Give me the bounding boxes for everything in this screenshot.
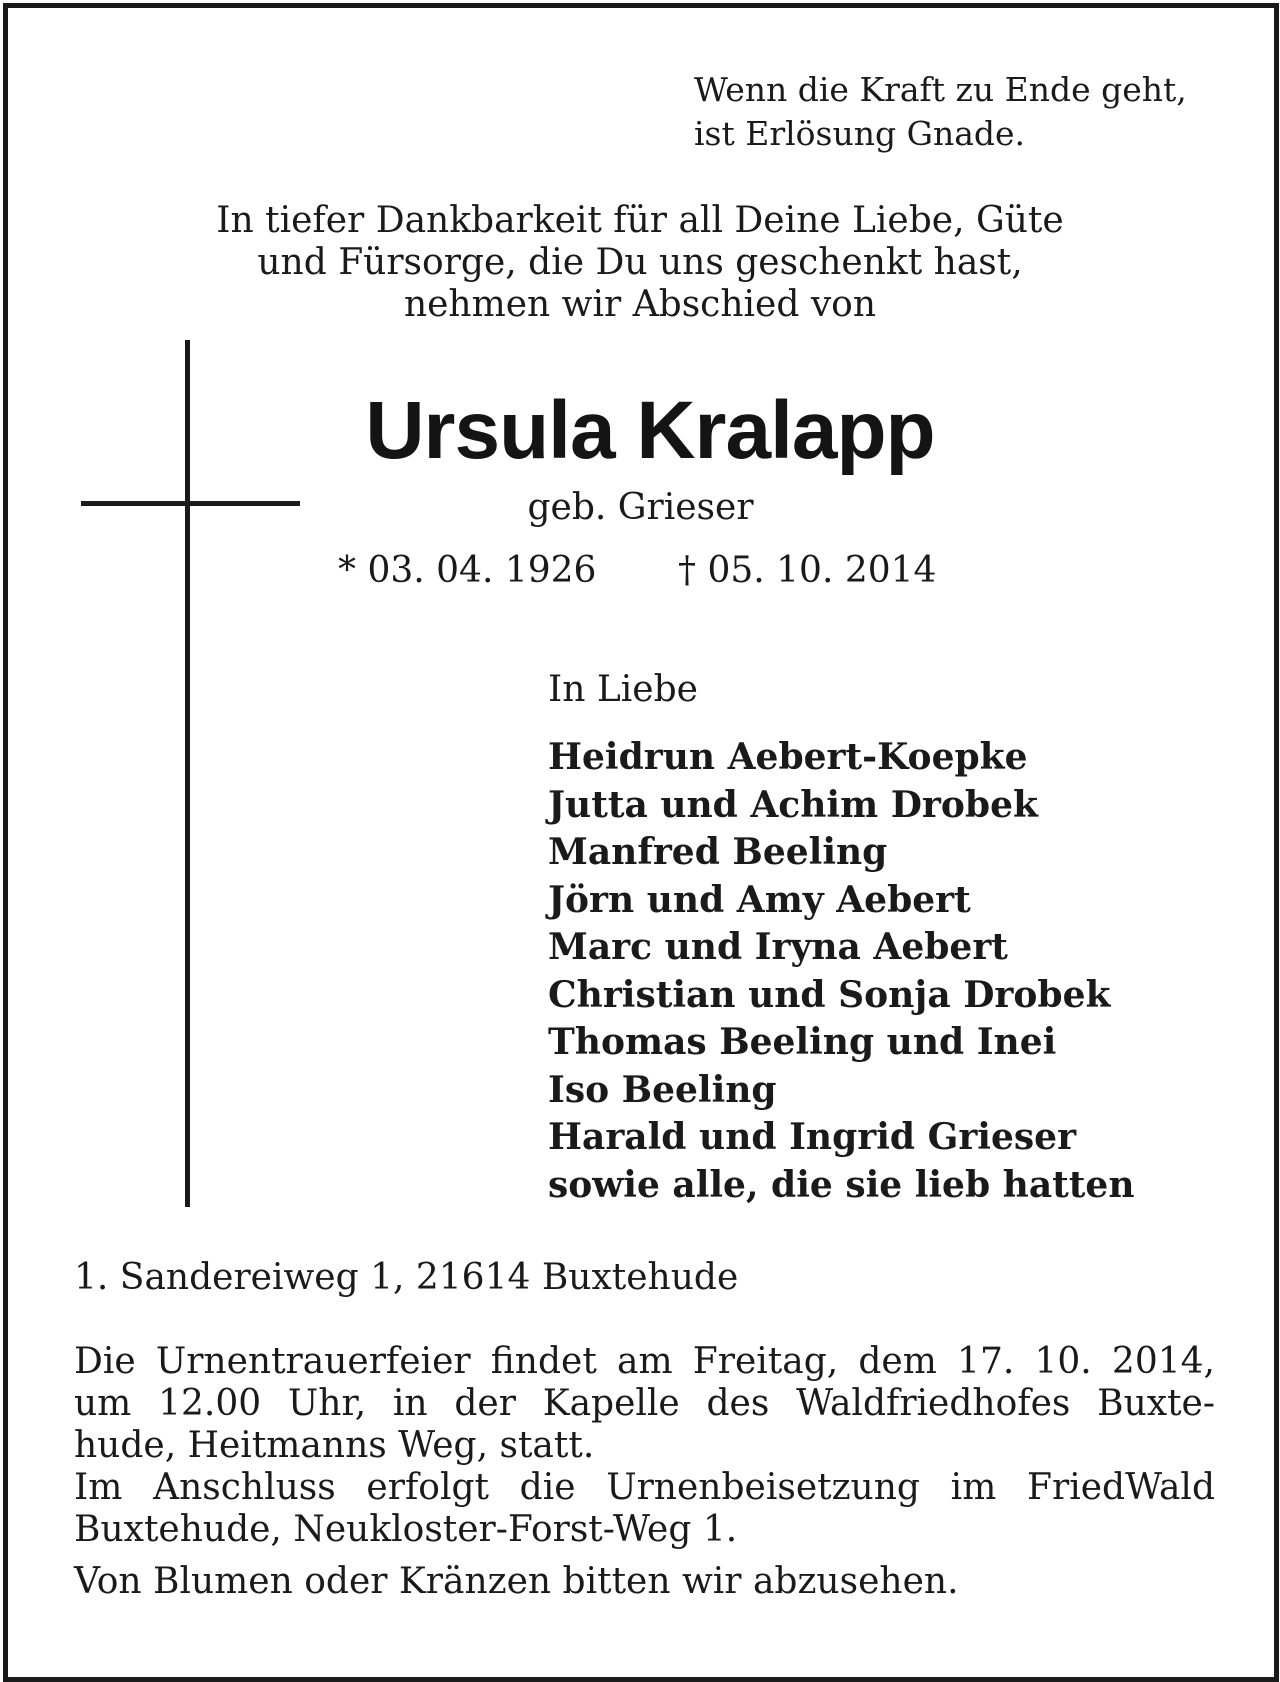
death-date: † 05. 10. 2014 [678, 550, 937, 591]
mourner-entry: Iso Beeling [548, 1068, 777, 1111]
motto [694, 68, 1187, 156]
mourner-entry: Christian und Sonja Drobek [548, 973, 1111, 1016]
mourner-entry: Jörn und Amy Aebert [548, 878, 971, 921]
intro-text [0, 200, 1280, 326]
intro-line: In tiefer Dankbarkeit für all Deine Liebe, Güte [216, 200, 1064, 241]
service-line: Im Anschluss erfolgt die Urnenbeisetzung im FriedWald [74, 1467, 1215, 1508]
service-details [74, 1341, 1215, 1551]
service-line: Buxtehude, Neukloster-Forst-Weg 1. [74, 1509, 738, 1550]
mourner-entry: Manfred Beeling [548, 831, 888, 873]
deceased-name: Ursula Kralapp [365, 385, 935, 476]
motto-line: Wenn die Kraft zu Ende geht, [694, 70, 1187, 109]
birth-date: * 03. 04. 1926 [338, 550, 597, 591]
intro-line: und Fürsorge, die Du uns geschenkt hast, [257, 242, 1023, 283]
mourner-entry: Harald und Ingrid Grieser [548, 1116, 1077, 1158]
maiden-name: geb. Grieser [527, 487, 754, 528]
service-line: hude, Heitmanns Weg, statt. [74, 1425, 595, 1466]
family-intro: In Liebe [548, 669, 698, 710]
mourner-entry: Marc und Iryna Aebert [548, 926, 1008, 968]
mourners-list [548, 734, 1135, 1209]
service-line: Die Urnentrauerfeier findet am Freitag, dem 17. 10. 2014, [74, 1341, 1215, 1382]
mourning-address: 1. Sandereiweg 1, 21614 Buxtehude [74, 1257, 739, 1298]
flowers-note: Von Blumen oder Kränzen bitten wir abzusehen. [74, 1561, 959, 1602]
service-line: um 12.00 Uhr, in der Kapelle des Waldfriedhofes Buxte- [74, 1383, 1215, 1424]
mourner-entry: sowie alle, die sie lieb hatten [548, 1163, 1135, 1206]
intro-line: nehmen wir Abschied von [403, 284, 877, 325]
motto-line: ist Erlösung Gnade. [694, 114, 1026, 153]
mourner-entry: Heidrun Aebert-Koepke [548, 736, 1028, 778]
mourner-entry: Jutta und Achim Drobek [548, 783, 1038, 826]
mourner-entry: Thomas Beeling und Inei [548, 1021, 1057, 1063]
